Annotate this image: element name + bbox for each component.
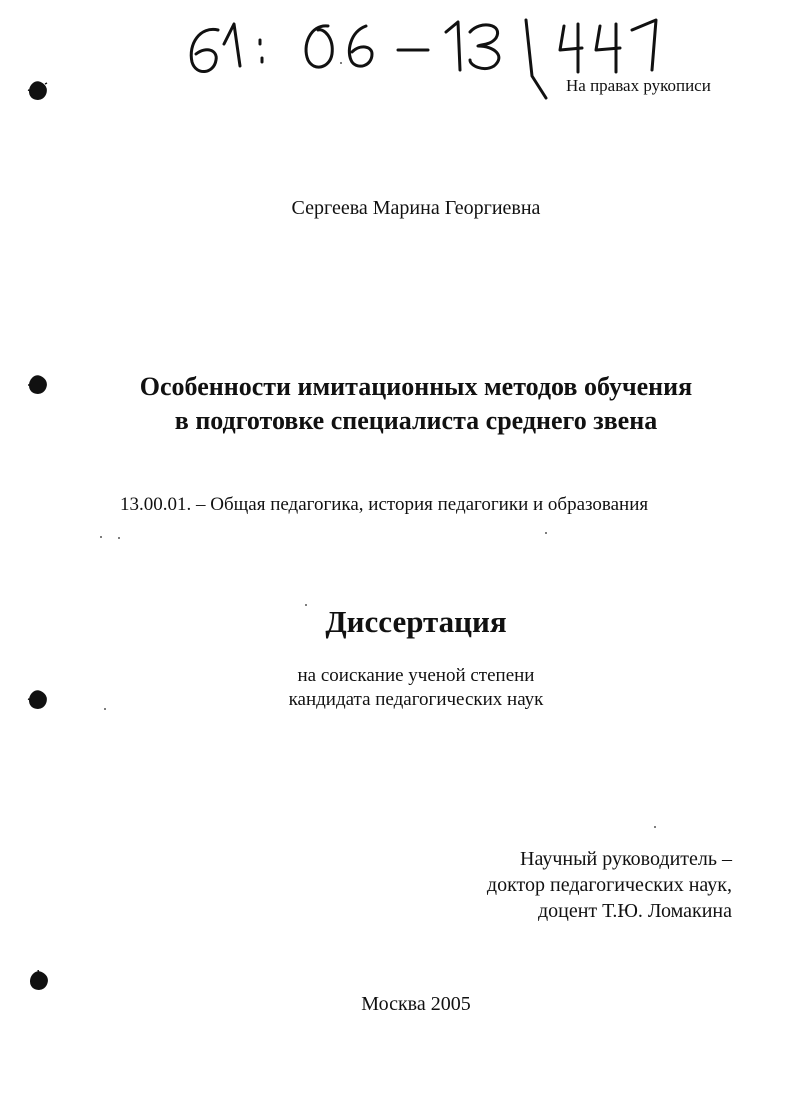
scan-speck (545, 532, 547, 534)
document-type-heading: Диссертация (325, 604, 507, 639)
title-line-2: в подготовке специалиста среднего звена (174, 406, 658, 435)
supervisor-line-3: доцент Т.Ю. Ломакина (537, 900, 732, 922)
scan-speck (340, 62, 342, 64)
author-name: Сергеева Марина Георгиевна (291, 197, 541, 219)
scan-speck (118, 537, 120, 539)
scan-speck (104, 708, 106, 710)
degree-line-1: на соискание ученой степени (297, 665, 535, 686)
supervisor-line-1: Научный руководитель – (520, 848, 732, 870)
punch-hole-icon (27, 374, 49, 396)
punch-hole-icon (27, 80, 49, 102)
degree-line-2: кандидата педагогических наук (288, 689, 544, 710)
punch-hole-icon (28, 970, 50, 992)
scan-speck (100, 536, 102, 538)
supervisor-line-2: доктор педагогических наук, (486, 874, 732, 896)
punch-hole-icon (27, 689, 49, 711)
scan-speck (654, 826, 656, 828)
degree-statement (0, 664, 792, 712)
dissertation-title (0, 370, 792, 438)
title-line-1: Особенности имитационных методов обучения (139, 372, 693, 401)
supervisor-block (487, 846, 732, 924)
city-and-year: Москва 2005 (361, 993, 471, 1015)
specialty-code: 13.00.01. – Общая педагогика, история педагогики и образования (120, 494, 649, 515)
rights-notice: На правах рукописи (566, 76, 711, 95)
scan-speck (305, 604, 307, 606)
